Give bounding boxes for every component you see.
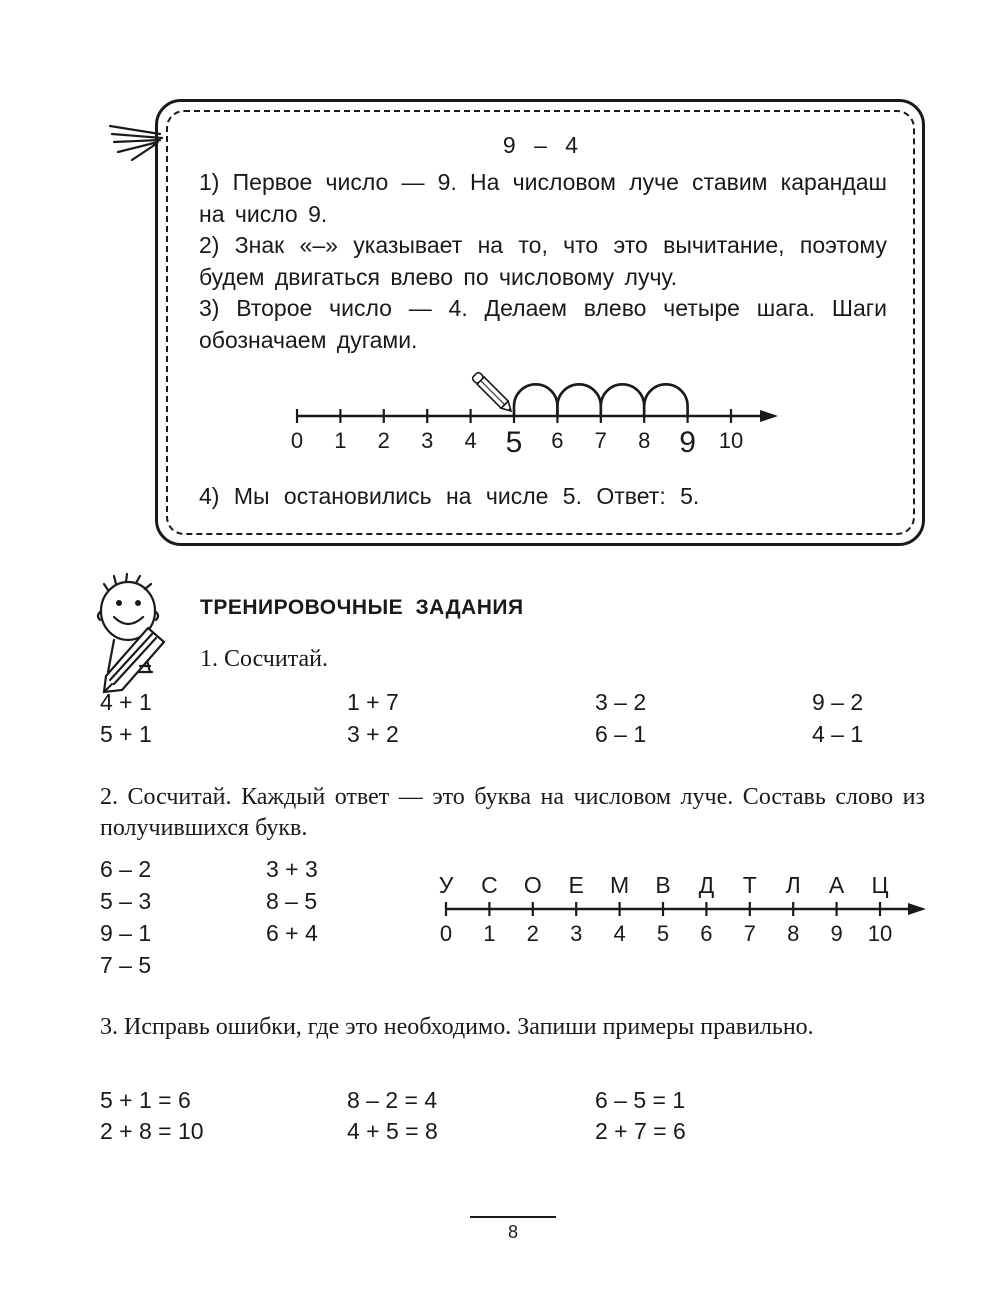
task3-expr: 6 – 5 = 1	[595, 1087, 686, 1113]
task2-expr: 3 + 3	[266, 856, 318, 882]
task2-expr: 8 – 5	[266, 888, 318, 914]
ray-number: 6	[551, 428, 564, 453]
ray-number: 8	[787, 921, 800, 946]
ray-letter: С	[481, 872, 498, 898]
ray-letter: А	[828, 872, 845, 898]
task2-expr: 6 – 2	[100, 856, 152, 882]
ray-letter: В	[655, 872, 671, 898]
task3-expr: 2 + 7 = 6	[595, 1118, 686, 1144]
ray-number: 5	[656, 921, 670, 946]
task1-expr: 3 – 2	[595, 689, 647, 715]
task2-expr: 7 – 5	[100, 952, 152, 978]
ray-number: 3	[421, 428, 434, 453]
task2-ray-axis	[445, 903, 926, 915]
ray-number: 4	[464, 428, 477, 453]
ray-letter: У	[438, 872, 454, 898]
task1-expr: 4 – 1	[812, 721, 864, 747]
ray-number: 5	[505, 426, 523, 459]
ray-letter: О	[523, 872, 542, 898]
task2-ray-numbers	[440, 921, 892, 946]
task1-expr: 3 + 2	[347, 721, 399, 747]
ray-number: 10	[718, 428, 744, 453]
example-step-3: 3) Второе число — 4. Делаем влево четыре шага. Шаги обозначаем дугами.	[199, 295, 887, 353]
ray-number: 7	[594, 428, 607, 453]
example-title: 9 – 4	[502, 132, 579, 158]
ray-letter: М	[610, 872, 630, 898]
ray-number: 10	[867, 921, 893, 946]
task3-expr: 5 + 1 = 6	[100, 1087, 191, 1113]
task2-expr: 9 – 1	[100, 920, 152, 946]
task1-expr: 5 + 1	[100, 721, 152, 747]
task3-expr: 4 + 5 = 8	[347, 1118, 438, 1144]
ray-number: 0	[290, 428, 304, 453]
ray-number: 9	[830, 921, 843, 946]
task3-expr: 8 – 2 = 4	[347, 1087, 438, 1113]
ray-number: 3	[570, 921, 583, 946]
example-step-2: 2) Знак «–» указывает на то, что это вычитание, поэтому будем двигаться влево по числовому лучу.	[199, 232, 887, 290]
page-number-rule	[470, 1216, 556, 1218]
task1-expr: 6 – 1	[595, 721, 647, 747]
ray-letter: Л	[785, 872, 801, 898]
ray-number: 1	[334, 428, 347, 453]
ray-number: 8	[638, 428, 651, 453]
task1-expr: 9 – 2	[812, 689, 864, 715]
task2-expr: 5 – 3	[100, 888, 152, 914]
ray-letter: Е	[568, 872, 584, 898]
ray-number: 2	[377, 428, 390, 453]
ray-number: 1	[483, 921, 496, 946]
task1-expr: 4 + 1	[100, 689, 152, 715]
ray-letter: Ц	[871, 872, 889, 898]
ray-number: 7	[743, 921, 756, 946]
page-number: 8	[507, 1222, 518, 1242]
ray-number: 4	[613, 921, 626, 946]
ray-letter: Д	[698, 872, 715, 898]
task2-expr: 6 + 4	[266, 920, 318, 946]
ray-number: 6	[700, 921, 713, 946]
ray-number: 2	[526, 921, 539, 946]
task1-expr: 1 + 7	[347, 689, 399, 715]
ray-number: 0	[439, 921, 453, 946]
ray-number: 9	[679, 426, 696, 459]
section-title: ТРЕНИРОВОЧНЫЕ ЗАДАНИЯ	[200, 596, 524, 619]
example-answer: 4) Мы остановились на числе 5. Ответ: 5.	[199, 483, 700, 509]
task3-expr: 2 + 8 = 10	[100, 1118, 204, 1144]
task2-ray-letters	[439, 872, 889, 898]
task2-text: 2. Сосчитай. Каждый ответ — это буква на числовом луче. Составь слово из получившихся букв.	[100, 784, 925, 841]
task3-text: 3. Исправь ошибки, где это необходимо. Запиши примеры правильно.	[100, 1014, 814, 1040]
ray-letter: Т	[742, 872, 757, 898]
task1-label: 1. Сосчитай.	[200, 646, 328, 672]
example-step-1: 1) Первое число — 9. На числовом луче ставим карандаш на число 9.	[199, 169, 887, 227]
